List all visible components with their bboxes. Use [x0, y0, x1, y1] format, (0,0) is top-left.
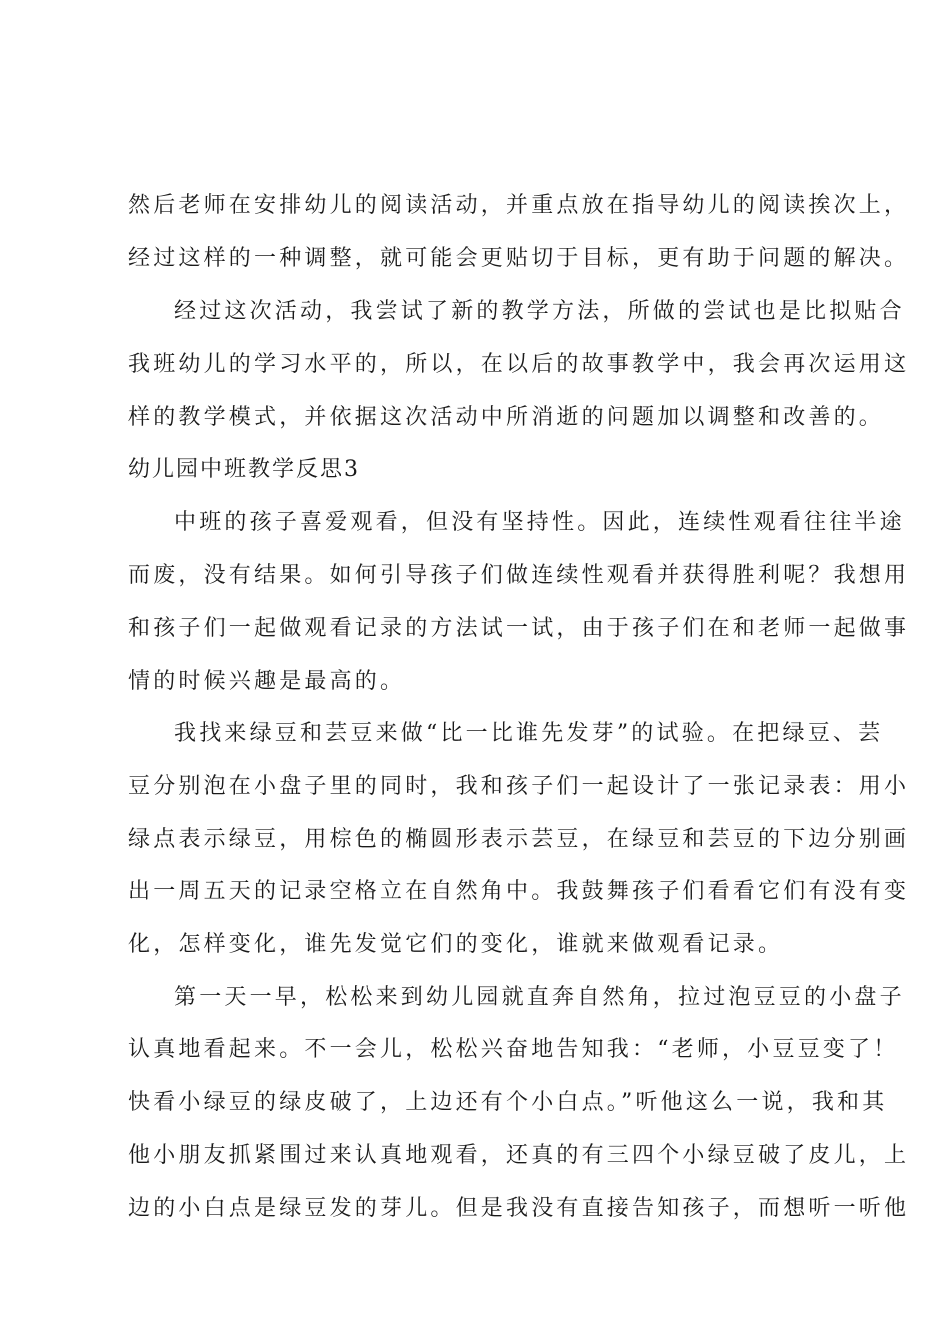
text-line: 而废，没有结果。如何引导孩子们做连续性观看并获得胜利呢？我想用: [128, 563, 910, 588]
text-line: 情的时候兴趣是最高的。: [128, 669, 406, 694]
paragraph-first-line: 经过这次活动，我尝试了新的教学方法，所做的尝试也是比拟贴合: [174, 299, 905, 324]
paragraph-first-line: 我找来绿豆和芸豆来做“比一比谁先发芽”的试验。在把绿豆、芸: [174, 721, 884, 746]
text-line: 绿点表示绿豆，用棕色的椭圆形表示芸豆，在绿豆和芸豆的下边分别画: [128, 827, 910, 852]
paragraph-first-line: 中班的孩子喜爱观看，但没有坚持性。因此，连续性观看往往半途: [174, 510, 905, 535]
text-line: 豆分别泡在小盘子里的同时，我和孩子们一起设计了一张记录表：用小: [128, 774, 910, 799]
text-line: 化，怎样变化，谁先发觉它们的变化，谁就来做观看记录。: [128, 932, 784, 957]
text-line: 他小朋友抓紧围过来认真地观看，还真的有三四个小绿豆破了皮儿，上: [128, 1143, 910, 1168]
text-line: 经过这样的一种调整，就可能会更贴切于目标，更有助于问题的解决。: [128, 246, 910, 271]
section-heading: 幼儿园中班教学反思3: [128, 457, 360, 482]
text-line: 样的教学模式，并依据这次活动中所消逝的问题加以调整和改善的。: [128, 405, 885, 430]
text-line: 边的小白点是绿豆发的芽儿。但是我没有直接告知孩子，而想听一听他: [128, 1196, 910, 1221]
text-line: 认真地看起来。不一会儿，松松兴奋地告知我：“老师，小豆豆变了！: [128, 1037, 899, 1062]
text-line: 然后老师在安排幼儿的阅读活动，并重点放在指导幼儿的阅读挨次上，: [128, 193, 910, 218]
text-line: 出一周五天的记录空格立在自然角中。我鼓舞孩子们看看它们有没有变: [128, 879, 910, 904]
text-line: 我班幼儿的学习水平的，所以，在以后的故事教学中，我会再次运用这: [128, 352, 910, 377]
text-line: 和孩子们一起做观看记录的方法试一试，由于孩子们在和老师一起做事: [128, 616, 910, 641]
paragraph-first-line: 第一天一早，松松来到幼儿园就直奔自然角，拉过泡豆豆的小盘子: [174, 985, 905, 1010]
text-line: 快看小绿豆的绿皮破了，上边还有个小白点。”听他这么一说，我和其: [128, 1090, 888, 1115]
